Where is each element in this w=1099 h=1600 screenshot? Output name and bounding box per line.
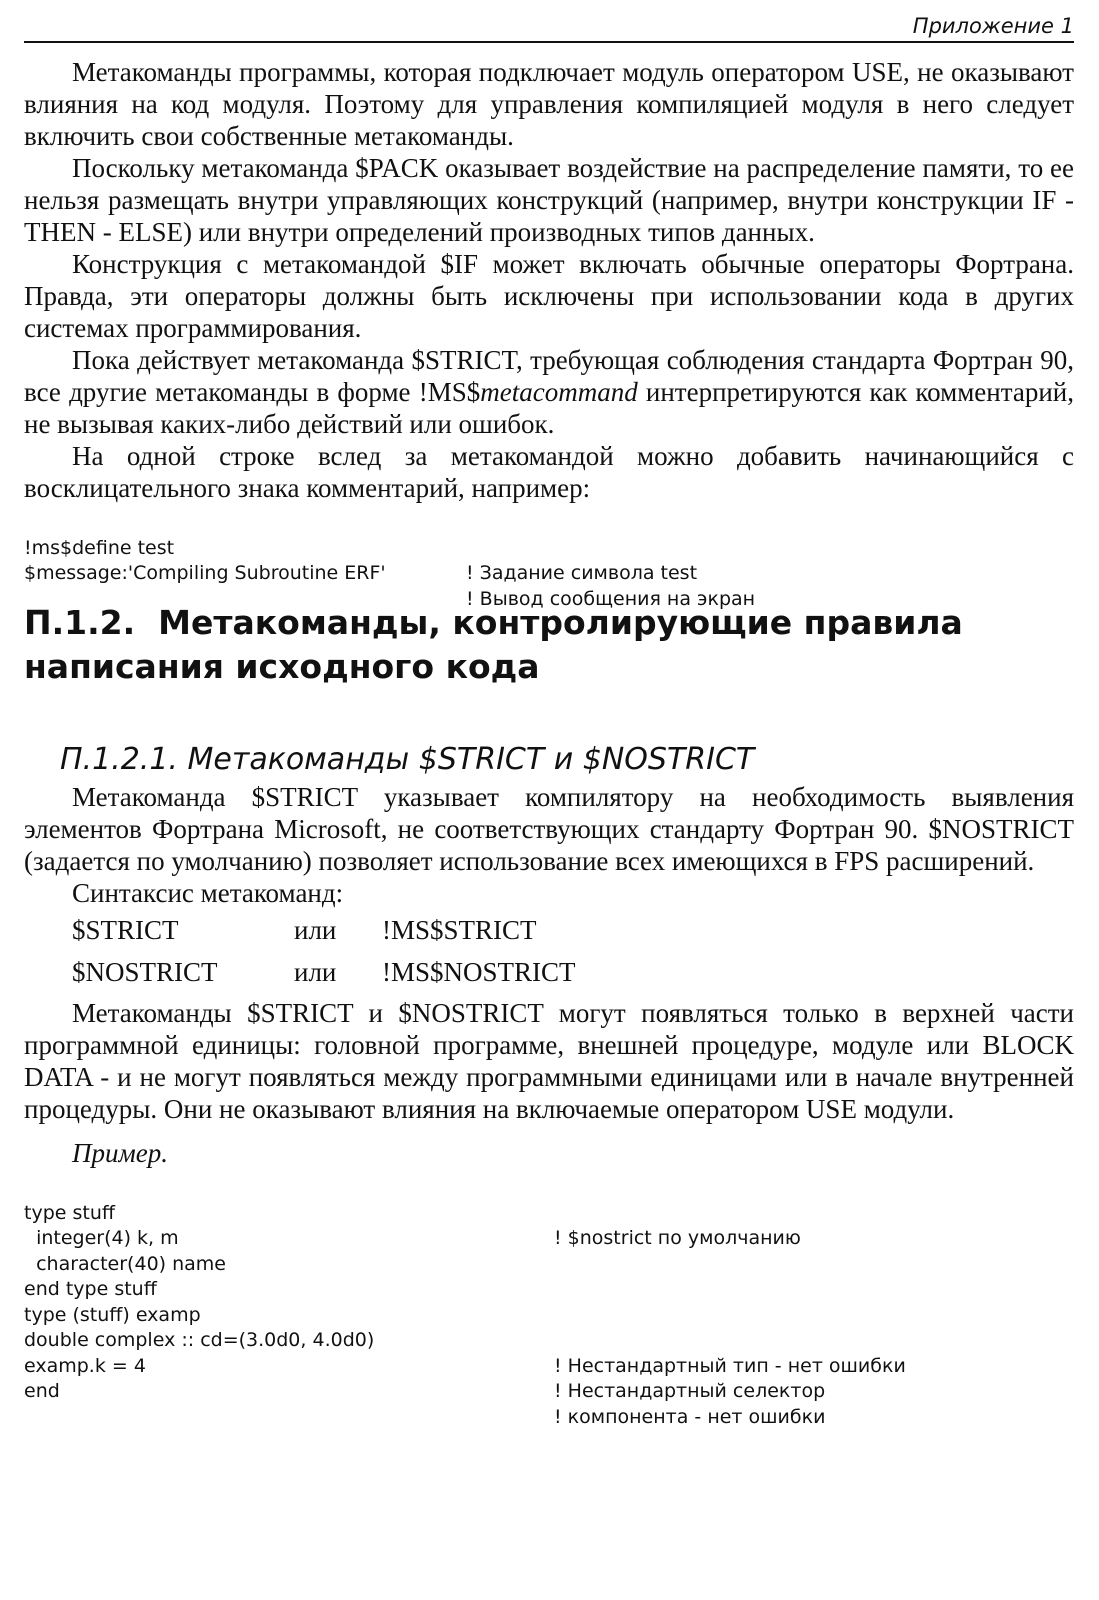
syntax-long: !MS$NOSTRICT [382,957,576,987]
example-label: Пример. [72,1138,168,1168]
strict-text-before: Пока действует метакоманда $STRICT, требующая соблюдения стандарта Фортран 90, все другие метакоманды в форме !MS$ [24,345,1074,407]
code-text: integer(4) k, m [24,1227,179,1249]
code-text: end [24,1380,60,1402]
paragraph-strict-interpretation [24,344,1074,440]
syntax-label: Синтаксис метакоманд: [72,878,344,908]
paragraph-placement-rules: Метакоманды $STRICT и $NOSTRICT могут появляться только в верхней части программной единицы: головной программе, внешней процедуре, модуле или BLOCK DATA - и не могут появляться между программными единицами или в начале внутренней процедуры. Они не оказывают влияния на включаемые оператором USE модули. [24,998,1074,1124]
strict-text-after: интерпретируются как комментарий, не вызывая каких-либо действий или ошибок. [24,377,1075,439]
syntax-or: или [294,915,337,945]
book-page [24,0,1074,1600]
code-text: type (stuff) examp [24,1303,201,1326]
paragraph-use-metacommands: Метакоманды программы, которая подключает модуль оператором USE, не оказывают влияния на код модуля. Поэтому для управления компиляцией модуля в него следует включить свои собственные метакоманды. [24,57,1074,151]
paragraph-pack-metacommand: Поскольку метакоманда $PACK оказывает воздействие на распределение памяти, то ее нельзя размещать внутри управляющих конструкций (например, внутри конструкции IF - THEN - ELSE) или внутри определений производных типов данных. [24,153,1074,247]
code-text: examp.k = 4 [24,1354,146,1377]
paragraph-strict-description: Метакоманда $STRICT указывает компилятору на необходимость выявления элементов Фортрана Microsoft, не соответствующих стандарту Фортран 90. $NOSTRICT (задается по умолчанию) позволяет использование всех имеющихся в FPS расширений. [24,782,1074,876]
paragraph-comment-example: На одной строке вслед за метакомандой можно добавить начинающийся с восклицательного знака комментарий, например: [24,441,1074,503]
code-text: $message:'Compiling Subroutine ERF' [24,562,386,584]
code-example-strict [24,1175,1074,1428]
code-text: double complex :: cd=(3.0d0, 4.0d0) [24,1329,375,1351]
code-line [24,1252,1074,1300]
code-text: type stuff [24,1201,115,1224]
section-title-text: Метакоманды, контролирующие правила [158,603,963,642]
code-example-comments [24,510,1074,610]
code-comment: ! Нестандартный селектор [554,1380,826,1402]
section-number: П.1.2. [24,603,136,642]
syntax-long: !MS$STRICT [382,915,537,945]
syntax-row [24,951,1074,993]
running-header: Приложение 1 [912,14,1074,38]
code-text: character(40) name [24,1252,226,1275]
page-body [24,56,1075,1428]
syntax-short: $NOSTRICT [72,957,218,987]
code-comment: ! $nostrict по умолчанию [554,1227,801,1249]
code-comment: ! Вывод сообщения на экран [466,587,756,610]
paragraph-if-metacommand: Конструкция с метакомандой $IF может включать обычные операторы Фортрана. Правда, эти операторы должны быть исключены при использовании кода в других системах программирования. [24,249,1074,343]
syntax-row [24,909,1074,951]
code-line [24,1226,1074,1275]
subsection-title: П.1.2.1. Метакоманды $STRICT и $NOSTRICT [60,742,755,777]
section-title-line-2: написания исходного кода [24,647,540,686]
code-comment: ! Нестандартный тип - нет ошибки [554,1354,906,1377]
subsection-heading [24,741,1074,779]
syntax-or: или [294,957,337,987]
code-text: end type stuff [24,1278,157,1300]
code-text: !ms$define test [24,536,175,559]
code-comment: ! Задание символа test [466,562,698,584]
header-rule [24,41,1074,43]
section-heading [24,601,1074,689]
code-comment: ! компонента - нет ошибки [554,1405,826,1428]
code-line [24,1277,1074,1326]
metacommand-term: metacommand [480,377,638,407]
syntax-short: $STRICT [72,915,179,945]
syntax-block [24,909,1074,993]
